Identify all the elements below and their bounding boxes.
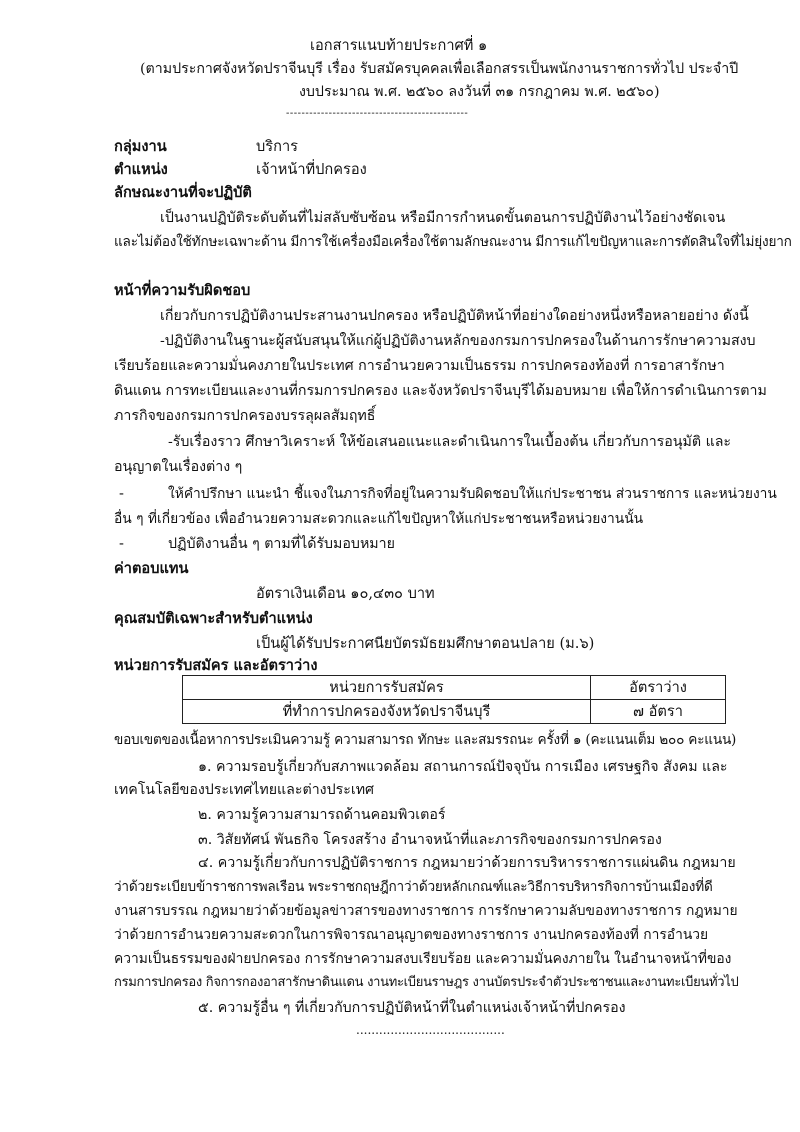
scope-intro: ขอบเขตของเนื้อหาการประเมินความรู้ ความสามารถ ทักษะ และสมรรถนะ ครั้งที่ ๑ (คะแนนเต็ม ๒๐๐ คะแนน) bbox=[114, 732, 737, 748]
position-label: ตำแหน่ง bbox=[114, 161, 168, 178]
duty1-line1: -ปฏิบัติงานในฐานะผู้สนับสนุนให้แก่ผู้ปฏิบัติงานหลักของกรมการปกครองในด้านการรักษาความสงบ bbox=[160, 333, 756, 349]
scope-item3: ๓. วิสัยทัศน์ พันธกิจ โครงสร้าง อำนาจหน้าที่และภารกิจของกรมการปกครอง bbox=[198, 832, 662, 848]
scope-item4-line1: ๔. ความรู้เกี่ยวกับการปฏิบัติราชการ กฎหมายว่าด้วยการบริหารราชการแผ่นดิน กฎหมาย bbox=[198, 855, 736, 871]
duties-heading: หน้าที่ความรับผิดชอบ bbox=[114, 282, 251, 299]
pay-heading: ค่าตอบแทน bbox=[114, 560, 189, 577]
duty4-dash: - bbox=[119, 535, 124, 552]
duty2-line2: อนุญาตในเรื่องต่าง ๆ bbox=[114, 459, 243, 475]
qualification-heading: คุณสมบัติเฉพาะสำหรับตำแหน่ง bbox=[114, 610, 313, 627]
scope-item4-line5: ความเป็นธรรมของฝ่ายปกครอง การรักษาความสงบเรียบร้อย และความมั่นคงภายใน ในอำนาจหน้าที่ของ bbox=[114, 951, 732, 967]
duty3-dash: - bbox=[119, 485, 124, 502]
duty1-line3: ดินแดน การทะเบียนและงานที่กรมการปกครอง และจังหวัดปราจีนบุรีได้มอบหมาย เพื่อให้การดำเนินการตาม bbox=[114, 383, 767, 399]
job-group-value: บริการ bbox=[256, 138, 298, 155]
pay-value: อัตราเงินเดือน ๑๐,๔๓๐ บาท bbox=[256, 585, 435, 602]
scope-item4-line4: ว่าด้วยการอำนวยความสะดวกในการพิจารณาอนุญาตของทางราชการ งานปกครองท้องที่ การอำนวย bbox=[114, 927, 709, 943]
doc-title: เอกสารแนบท้ายประกาศที่ ๑ bbox=[310, 37, 488, 54]
scope-item4-line2: ว่าด้วยระเบียบข้าราชการพลเรือน พระราชกฤษฎีกาว่าด้วยหลักเกณฑ์และวิธีการบริหารกิจการบ้านเมืองที่ดี bbox=[114, 879, 713, 895]
qualification-value: เป็นผู้ได้รับประกาศนียบัตรมัธยมศึกษาตอนปลาย (ม.๖) bbox=[256, 635, 595, 652]
table-row bbox=[183, 700, 726, 724]
unit-cell: ที่ทำการปกครองจังหวัดปราจีนบุรี bbox=[183, 700, 591, 724]
scope-item5: ๕. ความรู้อื่น ๆ ที่เกี่ยวกับการปฏิบัติหน้าที่ในตำแหน่งเจ้าหน้าที่ปกครอง bbox=[198, 1000, 626, 1016]
duty4-line1: ปฏิบัติงานอื่น ๆ ตามที่ได้รับมอบหมาย bbox=[168, 536, 395, 552]
scope-item4-line6: กรมการปกครอง กิจการกองอาสารักษาดินแดน งานทะเบียนราษฎร งานบัตรประจำตัวประชาชนและงานทะเบียนทั่วไป bbox=[114, 975, 739, 990]
duty3-line2: อื่น ๆ ที่เกี่ยวข้อง เพื่ออำนวยความสะดวกและแก้ไขปัญหาให้แก่ประชาชนหรือหน่วยงานนั้น bbox=[114, 511, 644, 527]
scope-item1-line1: ๑. ความรอบรู้เกี่ยวกับสภาพแวดล้อม สถานการณ์ปัจจุบัน การเมือง เศรษฐกิจ สังคม และ bbox=[198, 759, 728, 775]
duty1-line4: ภารกิจของกรมการปกครองบรรลุผลสัมฤทธิ์ bbox=[114, 408, 376, 424]
doc-subtitle-line2: งบประมาณ พ.ศ. ๒๕๖๐ ลงวันที่ ๓๑ กรกฎาคม พ.ศ. ๒๕๖๐) bbox=[299, 84, 660, 100]
scope-item2: ๒. ความรู้ความสามารถด้านคอมพิวเตอร์ bbox=[198, 807, 446, 823]
table-header-row bbox=[183, 676, 726, 700]
duty2-line1: -รับเรื่องราว ศึกษาวิเคราะห์ ให้ข้อเสนอแนะและดำเนินการในเบื้องต้น เกี่ยวกับการอนุมัติ และ bbox=[168, 434, 732, 450]
col-vacancy-header: อัตราว่าง bbox=[591, 676, 726, 700]
scope-item4-line3: งานสารบรรณ กฎหมายว่าด้วยข้อมูลข่าวสารของทางราชการ การรักษาความลับของทางราชการ กฎหมาย bbox=[114, 903, 738, 919]
duties-intro: เกี่ยวกับการปฏิบัติงานประสานงานปกครอง หรือปฏิบัติหน้าที่อย่างใดอย่างหนึ่งหรือหลายอย่าง ดังนี้ bbox=[160, 308, 749, 324]
scope-item1-line2: เทคโนโลยีของประเทศไทยและต่างประเทศ bbox=[114, 782, 375, 798]
recruit-table bbox=[182, 675, 726, 724]
nature-line2: และไม่ต้องใช้ทักษะเฉพาะด้าน มีการใช้เครื่องมือเครื่องใช้ตามลักษณะงาน มีการแก้ไขปัญหาและการตัดสินใจที่ไม่ยุ่งยาก bbox=[114, 234, 792, 250]
end-dots: ....................................... bbox=[356, 1023, 505, 1037]
job-group-label: กลุ่มงาน bbox=[114, 138, 167, 155]
vacancy-cell: ๗ อัตรา bbox=[591, 700, 726, 724]
duty1-line2: เรียบร้อยและความมั่นคงภายในประเทศ การอำนวยความเป็นธรรม การปกครองท้องที่ การอาสารักษา bbox=[114, 358, 725, 374]
recruit-heading: หน่วยการรับสมัคร และอัตราว่าง bbox=[114, 657, 318, 674]
doc-subtitle-line1: (ตามประกาศจังหวัดปราจีนบุรี เรื่อง รับสมัครบุคคลเพื่อเลือกสรรเป็นพนักงานราชการทั่วไป ประจำปี bbox=[140, 61, 739, 77]
nature-line1: เป็นงานปฏิบัติระดับต้นที่ไม่สลับซับซ้อน หรือมีการกำหนดขั้นตอนการปฏิบัติงานไว้อย่างชัดเจน bbox=[160, 210, 726, 226]
col-unit-header: หน่วยการรับสมัคร bbox=[183, 676, 591, 700]
position-value: เจ้าหน้าที่ปกครอง bbox=[256, 161, 367, 178]
nature-heading: ลักษณะงานที่จะปฏิบัติ bbox=[114, 184, 252, 201]
header-separator: ----------------------------------------------- bbox=[286, 108, 469, 119]
duty3-line1: ให้คำปรึกษา แนะนำ ชี้แจงในภารกิจที่อยู่ในความรับผิดชอบให้แก่ประชาชน ส่วนราชการ และหน่วยงาน bbox=[168, 486, 777, 502]
